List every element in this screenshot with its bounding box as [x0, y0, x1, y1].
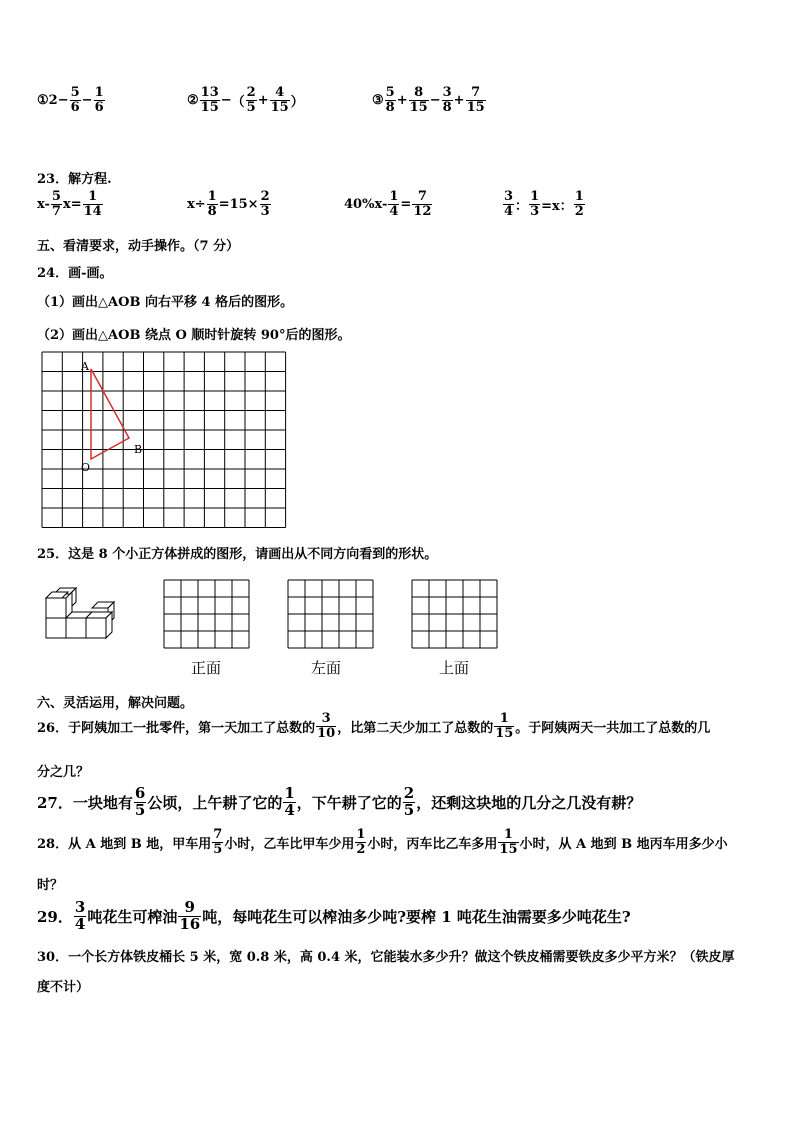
q-text: ，比第二天少加工了总数的	[337, 720, 494, 736]
q-text: 26．于阿姨加工一批零件，第一天加工了总数的	[37, 720, 316, 736]
operator: −	[220, 92, 232, 108]
q-text: 小时，从 A 地到 B 地丙车用多少小	[519, 836, 728, 852]
fraction: $\frac{1}{15}$	[499, 827, 518, 857]
eq-text: x÷	[187, 196, 206, 212]
q-text: 吨，每吨花生可以榨油多少吨?要榨 1 吨花生油需要多少吨花生?	[202, 907, 631, 926]
operator: +	[257, 92, 269, 108]
eq-text: x=	[62, 196, 82, 212]
operator: −	[429, 92, 441, 108]
q28-line-1	[37, 828, 728, 856]
q24-sub-1: （1）画出△AOB 向右平移 4 格后的图形。	[37, 295, 294, 310]
fraction: $\frac{7}{12}$	[413, 189, 432, 219]
q24-sub-2: （2）画出△AOB 绕点 O 顺时针旋转 90°后的图形。	[37, 328, 351, 343]
section-6-heading: 六、灵活运用，解决问题。	[37, 696, 194, 711]
fraction: $\frac{7}{15}$	[466, 85, 485, 115]
q23-eq-3	[344, 190, 433, 218]
q26-line-1	[37, 712, 710, 740]
fraction: $\frac{1}{3}$	[530, 189, 540, 219]
fraction: $\frac{3}{8}$	[442, 85, 452, 115]
expr-label: ①	[37, 92, 49, 108]
q27-line-1	[37, 786, 641, 819]
fraction: $\frac{3}{4}$	[74, 898, 86, 933]
fraction: $\frac{6}{5}$	[134, 784, 146, 819]
fraction: $\frac{5}{6}$	[70, 85, 80, 115]
fraction: $\frac{1}{14}$	[83, 189, 102, 219]
q-text: 小时，乙车比甲车少用	[224, 836, 355, 852]
q-text: 27．一块地有	[37, 793, 133, 812]
fraction: $\frac{2}{5}$	[246, 85, 256, 115]
view-grid-top[interactable]	[411, 579, 499, 649]
eq-text: =	[400, 196, 412, 212]
fraction: $\frac{7}{5}$	[213, 827, 223, 857]
q-text: 公顷，上午耕了它的	[147, 793, 283, 812]
view-label-left: 左面	[311, 659, 342, 677]
operator: +	[453, 92, 465, 108]
q-text: 29．	[37, 907, 73, 926]
fraction: $\frac{3}{4}$	[504, 189, 514, 219]
fraction: $\frac{5}{8}$	[385, 85, 395, 115]
expr-label: ②	[187, 92, 199, 108]
fraction: $\frac{1}{2}$	[574, 189, 584, 219]
q-text: ，还剩这块地的几分之几没有耕？	[416, 793, 642, 812]
fraction: $\frac{13}{15}$	[200, 85, 219, 115]
cube-figure	[42, 586, 126, 642]
q25-title: 25．这是 8 个小正方体拼成的图形，请画出从不同方向看到的形状。	[37, 547, 438, 562]
q26-line-2: 分之几？	[37, 765, 90, 780]
expr-label: ③	[372, 92, 384, 108]
operator: −	[81, 92, 93, 108]
point-b-label: B	[134, 443, 143, 456]
point-a-label: A	[81, 360, 89, 373]
fraction: $\frac{5}{7}$	[51, 189, 61, 219]
fraction: $\frac{1}{4}$	[389, 189, 399, 219]
view-label-front: 正面	[191, 659, 222, 677]
fraction: $\frac{1}{4}$	[284, 784, 295, 819]
eq-text: 40%x-	[344, 196, 388, 212]
fraction: $\frac{2}{3}$	[260, 189, 270, 219]
fraction: $\frac{1}{2}$	[356, 827, 366, 857]
view-grid-front[interactable]	[163, 579, 251, 649]
q-text: 吨花生可榨油	[87, 907, 178, 926]
point-o-label: O	[81, 461, 91, 474]
fraction: $\frac{1}{6}$	[94, 85, 104, 115]
section-5-heading: 五、看清要求，动手操作。（7 分）	[37, 239, 240, 254]
eq-text: =15×	[218, 196, 259, 212]
q-text: 小时，丙车比乙车多用	[367, 836, 498, 852]
q24-grid	[41, 351, 287, 529]
view-label-top: 上面	[439, 659, 470, 677]
eq-text: =x：	[541, 198, 573, 214]
eq-text: ：	[515, 198, 529, 214]
fraction: $\frac{2}{5}$	[403, 784, 415, 819]
q28-line-2: 时？	[37, 878, 64, 893]
view-grid-left[interactable]	[287, 579, 375, 649]
q22-expr-2	[187, 86, 304, 114]
paren: ）	[290, 94, 304, 110]
fraction: $\frac{1}{8}$	[207, 189, 217, 219]
eq-text: x-	[37, 196, 50, 212]
q24-title: 24．画-画。	[37, 266, 113, 281]
q29-line-1	[37, 900, 631, 933]
q23-eq-1	[37, 190, 104, 218]
fraction: $\frac{3}{10}$	[317, 711, 336, 741]
fraction: $\frac{1}{15}$	[495, 711, 514, 741]
q23-eq-4	[502, 190, 586, 218]
q22-expr-3	[372, 86, 487, 114]
fraction: $\frac{9}{16}$	[179, 898, 201, 933]
fraction: $\frac{4}{15}$	[270, 85, 289, 115]
operator: −	[57, 92, 69, 108]
q23-eq-2	[187, 190, 272, 218]
number: 2	[48, 92, 58, 108]
q30-line-2: 度不计）	[37, 980, 90, 995]
q23-title: 23．解方程.	[37, 172, 112, 187]
q22-expr-1	[37, 86, 106, 114]
paren: （	[231, 94, 245, 110]
operator: +	[396, 92, 408, 108]
q-text: ，下午耕了它的	[296, 793, 402, 812]
fraction: $\frac{8}{15}$	[409, 85, 428, 115]
q-text: 28．从 A 地到 B 地，甲车用	[37, 836, 212, 852]
q30-line-1: 30．一个长方体铁皮桶长 5 米，宽 0.8 米，高 0.4 米，它能装水多少升？做这个铁皮桶需要铁皮多少平方米？（铁皮厚	[37, 950, 735, 965]
q-text: 。于阿姨两天一共加工了总数的几	[515, 720, 711, 736]
